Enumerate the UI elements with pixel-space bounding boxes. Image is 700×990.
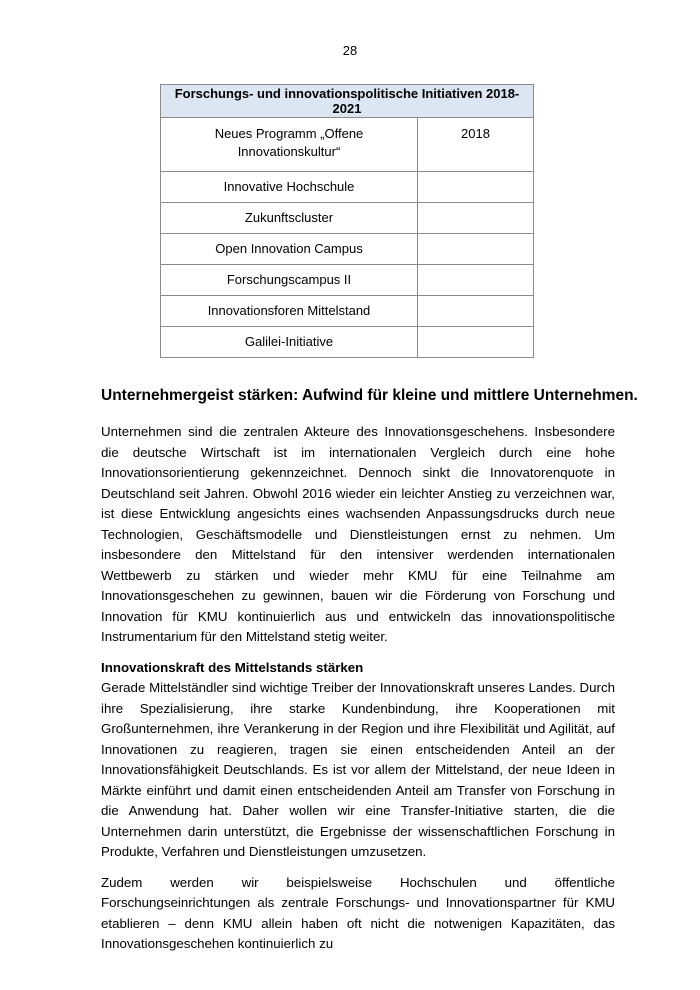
table-row <box>161 203 534 234</box>
initiative-name: Innovative Hochschule <box>161 172 418 203</box>
initiative-year <box>418 172 534 203</box>
initiative-year <box>418 265 534 296</box>
paragraph-intro: Unternehmen sind die zentralen Akteure des Innovationsgeschehens. Insbesondere die deutsche Wirtschaft ist im internationalen Vergleich durch eine hohe Innovationsorientierung gekennzeichnet. Dennoch sinkt die Innovatorenquote in Deutschland seit Jahren. Obwohl 2016 wieder ein leichter Anstieg zu verzeichnen war, ist diese Entwicklung angesichts eines wachsenden Anpassungsdrucks durch neue Technologien, Geschäftsmodelle und Dienstleistungen ernst zu nehmen. Um insbesondere den Mittelstand für den intensiver werdenden internationalen Wettbewerb zu stärken und wieder mehr KMU für eine Teilnahme am Innovationsgeschehen zu gewinnen, bauen wir die Förderung von Forschung und Innovation für KMU kontinuierlich aus und entwickeln das innovationspolitische Instrumentarium für den Mittelstand stetig weiter. <box>101 424 615 644</box>
initiatives-table <box>160 84 534 358</box>
initiative-name: Zukunftscluster <box>161 203 418 234</box>
initiative-year <box>418 327 534 358</box>
initiative-name: Innovationsforen Mittelstand <box>161 296 418 327</box>
paragraph-mittelstand: Gerade Mittelständler sind wichtige Treiber der Innovationskraft unseres Landes. Durch ihre Spezialisierung, ihre starke Kundenbindung, ihre Kooperationen mit Großunternehmen, ihre Verankerung in der Region und ihre Flexibilität und Agilität, auf Innovationen zu reagieren, tragen sie einen entscheidenden Anteil an der Innovationsfähigkeit Deutschlands. Es ist vor allem der Mittelstand, der neue Ideen in Märkte einführt und damit einen entscheidenden Anteil am Transfer von Forschung in die Anwendung hat. Daher wollen wir eine Transfer-Initiative starten, die die Unternehmen darin unterstützt, die Ergebnisse der wissenschaftlichen Forschung in Produkte, Verfahren und Dienstleistungen umzusetzen. <box>101 680 615 859</box>
initiative-name: Forschungscampus II <box>161 265 418 296</box>
table-row <box>161 172 534 203</box>
main-content <box>101 386 638 965</box>
initiative-name: Open Innovation Campus <box>161 234 418 265</box>
table-row <box>161 118 534 172</box>
subsection-heading: Innovationskraft des Mittelstands stärken <box>101 659 364 675</box>
page-number: 28 <box>342 43 358 58</box>
table-row <box>161 265 534 296</box>
initiative-year: 2018 <box>418 118 534 172</box>
initiative-name: Neues Programm „Offene Innovationskultur“ <box>161 118 418 172</box>
initiative-year <box>418 234 534 265</box>
table-row <box>161 234 534 265</box>
table-row <box>161 296 534 327</box>
initiative-year <box>418 296 534 327</box>
initiative-name: Galilei-Initiative <box>161 327 418 358</box>
section-heading: Unternehmergeist stärken: Aufwind für kleine und mittlere Unternehmen. <box>101 387 638 404</box>
table-header: Forschungs- und innovationspolitische Initiativen 2018-2021 <box>161 85 534 118</box>
paragraph-hochschulen: Zudem werden wir beispielsweise Hochschulen und öffentliche Forschungseinrichtungen als zentrale Forschungs- und Innovationspartner für KMU etablieren – denn KMU allein haben oft nicht die notwenigen Kapazitäten, das Innovationsgeschehen kontinuierlich zu <box>101 874 615 951</box>
initiative-year <box>418 203 534 234</box>
table-row <box>161 327 534 358</box>
